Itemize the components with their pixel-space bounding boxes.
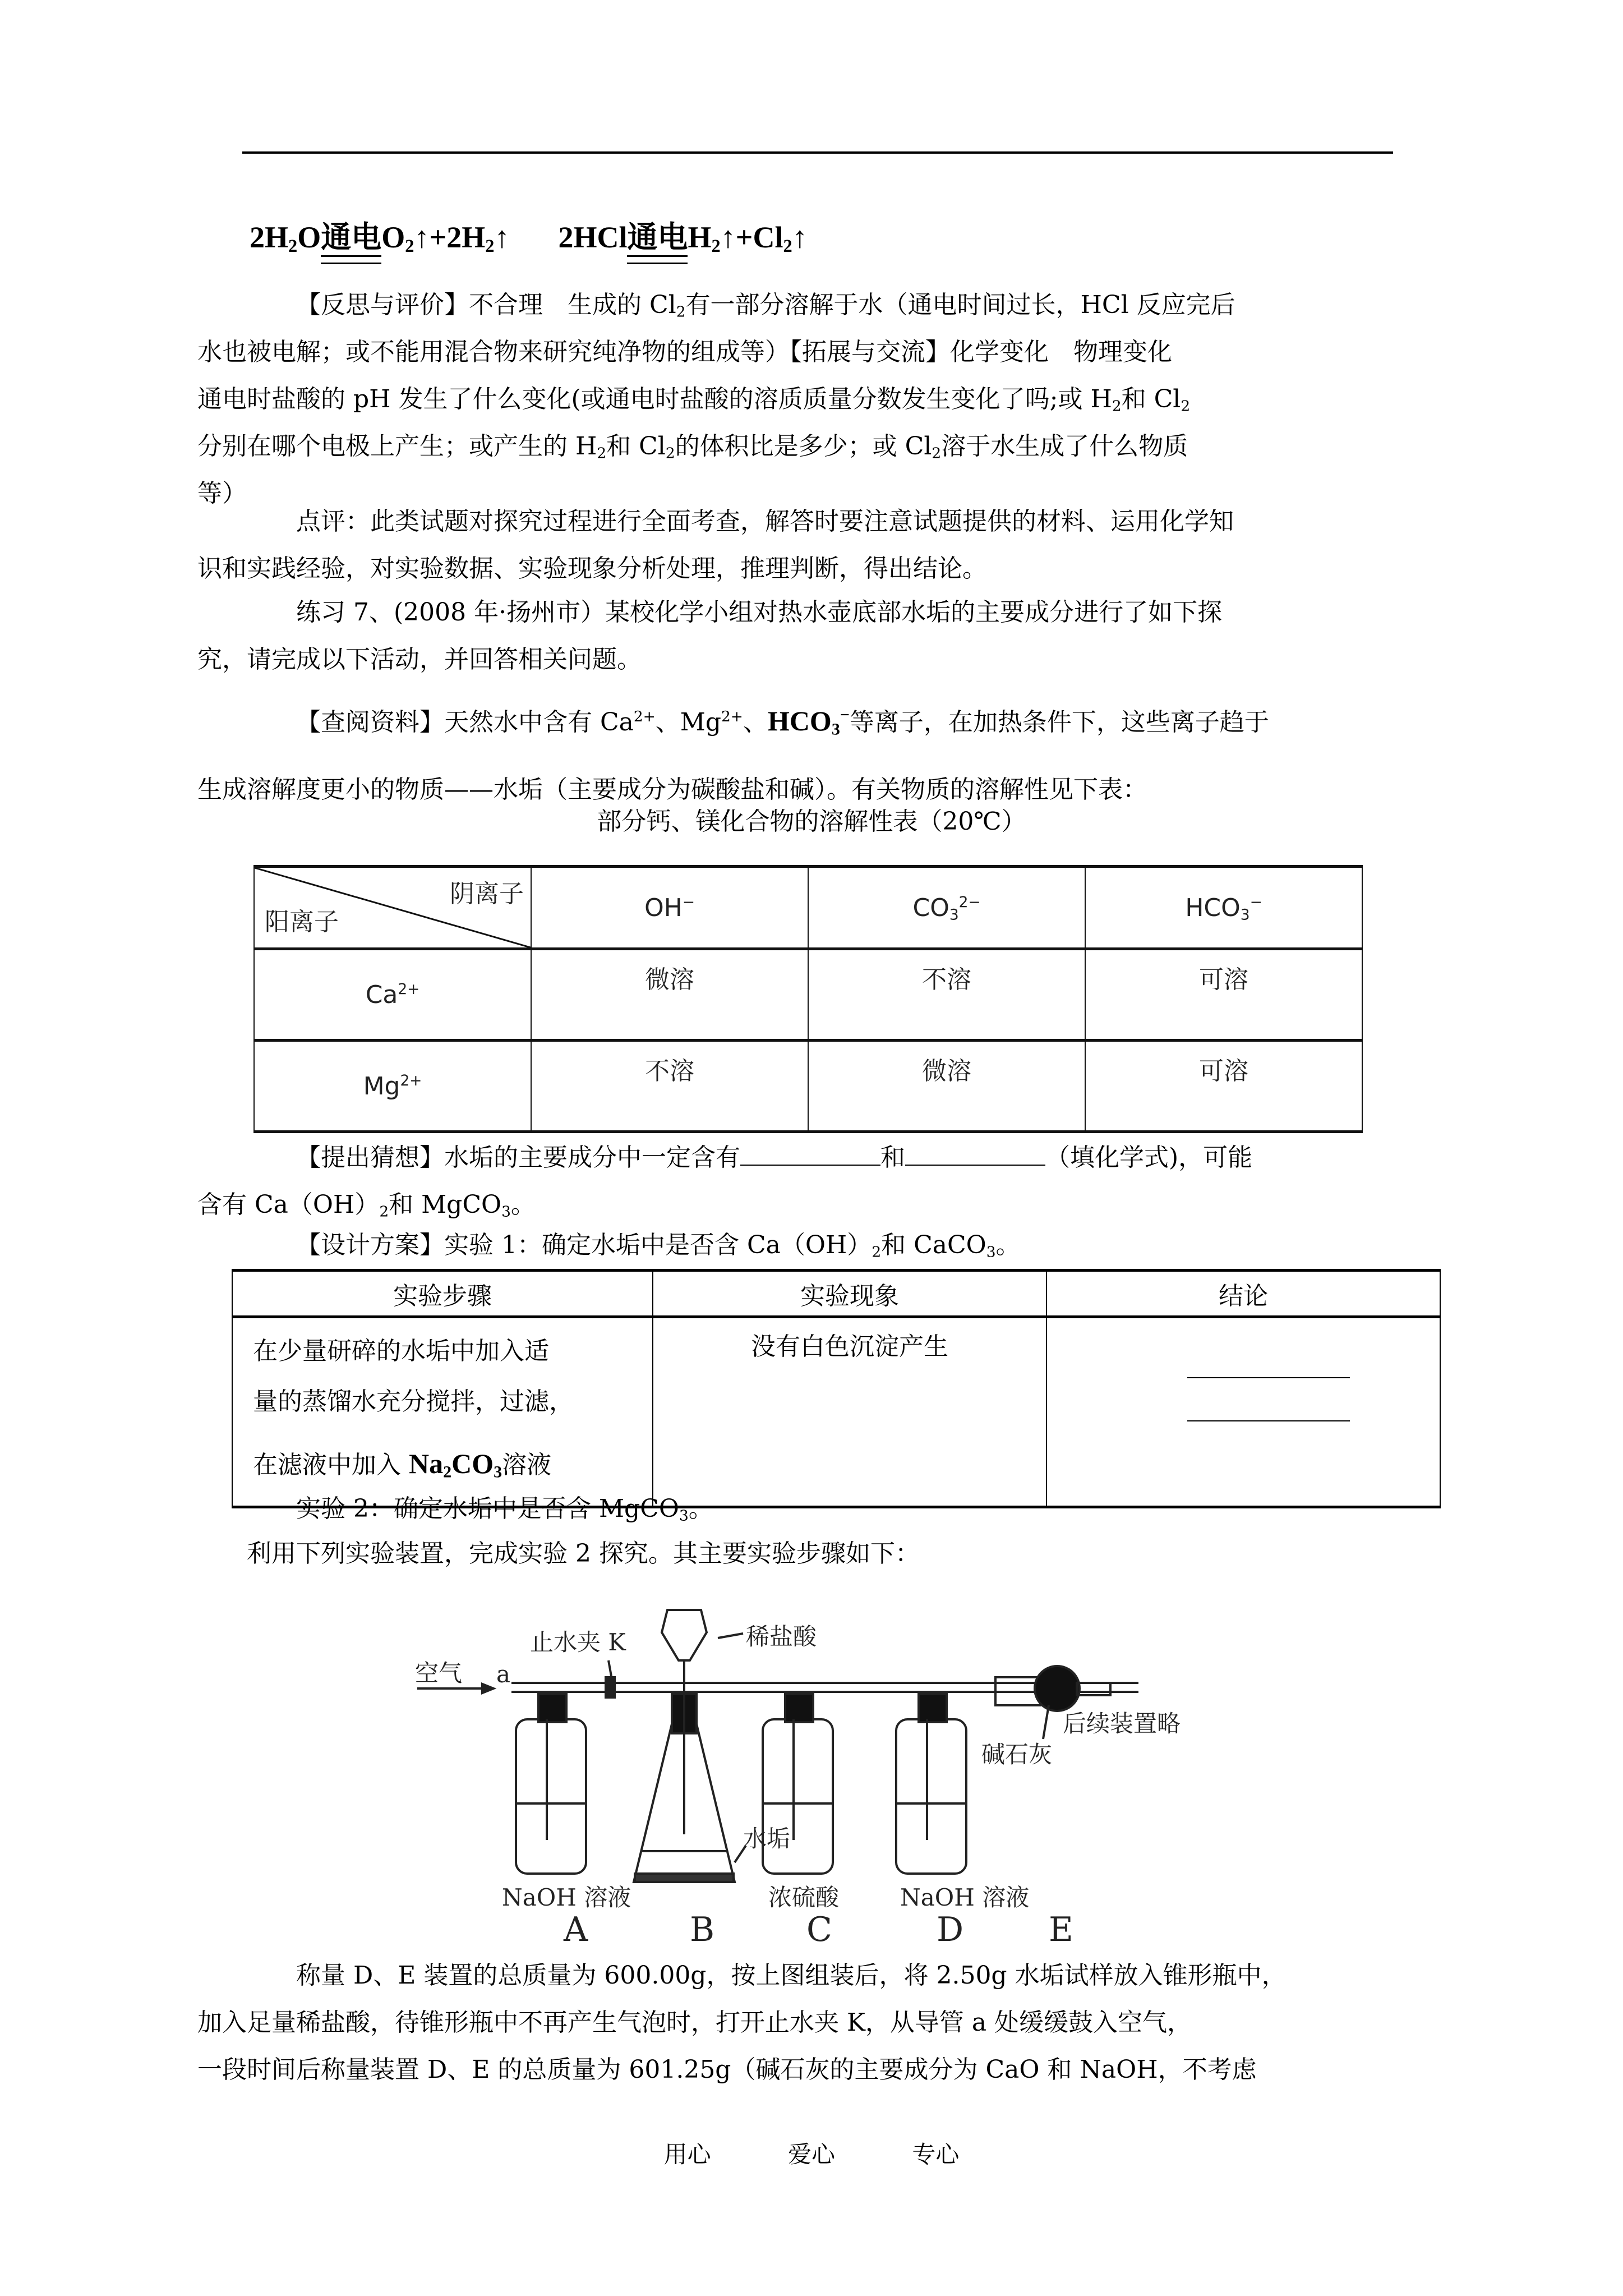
procedure-paragraph: 称量 D、E 装置的总质量为 600.00g，按上图组装后，将 2.50g 水垢试样放入锥形瓶中， 加入足量稀盐酸，待锥形瓶中不再产生气泡时，打开止水夹 K，从导管 a 处缓缓鼓入空气， 一段时间后称量装置 D、E 的总质量为 601.25g（碱石灰的主要成分为 CaO 和 NaOH，不考虑 [197, 1961, 1287, 2084]
acid-label: 稀盐酸 [746, 1623, 817, 1650]
equation-hcl: 2HCl通电$H_2↑+Cl_2↑$ [558, 220, 807, 254]
experiment-table [232, 1269, 1441, 1508]
letter-a: A [564, 1910, 588, 1949]
table-row [232, 1317, 1440, 1507]
bottle-d [896, 1719, 966, 1874]
separatory-funnel [662, 1610, 707, 1660]
answer-blank[interactable] [740, 1142, 880, 1166]
bottle-d-label: NaOH 溶液 [900, 1884, 1030, 1911]
cation-label: 阳离子 [265, 908, 339, 936]
letter-c: C [806, 1910, 832, 1949]
electrolysis-equations [250, 213, 808, 256]
experiment2-paragraph: 实验 2：确定水垢中是否含 MgCO$_3$。 利用下列实验装置，完成实验 2 探究。其主要实验步骤如下： [247, 1494, 920, 1568]
solubility-cell: 不溶 [808, 949, 1085, 1041]
answer-blank[interactable] [1187, 1420, 1350, 1421]
anion-header: $CO_3^{2-}$ [808, 867, 1085, 949]
reaction-condition: 通电 [321, 213, 381, 256]
gas-arrow-icon: ↑ [720, 220, 736, 254]
gas-arrow-icon: ↑ [792, 220, 808, 254]
solubility-table [253, 865, 1363, 1133]
solubility-cell: 不溶 [531, 1041, 808, 1132]
letter-b: B [690, 1910, 715, 1949]
page-footer [0, 2136, 1623, 2170]
bottle-a-label: NaOH 溶液 [502, 1884, 631, 1911]
gas-arrow-icon: ↑ [414, 220, 430, 254]
solubility-cell: 微溶 [531, 949, 808, 1041]
clamp-k [606, 1677, 615, 1697]
header-rule [242, 151, 1393, 154]
gas-arrow-icon: ↑ [494, 220, 510, 254]
observation-cell: 没有白色沉淀产生 [653, 1317, 1046, 1507]
footer-text: 专心 [912, 2141, 960, 2168]
solubility-cell: 微溶 [808, 1041, 1085, 1132]
inlet-a-label: a [496, 1660, 511, 1688]
equation-water: $2H_2O$通电$O_2↑+2H_2↑$ [250, 220, 509, 254]
exercise-paragraph: 练习 7、(2008 年·扬州市）某校化学小组对热水壶底部水垢的主要成分进行了如下探 究，请完成以下活动，并回答相关问题。 [197, 598, 1223, 674]
letter-e: E [1049, 1910, 1073, 1949]
footer-text: 用心 [663, 2141, 711, 2168]
hypothesis-paragraph: 【提出猜想】水垢的主要成分中一定含有 和 （填化学式)，可能 含有 $Ca(OH)_2$和 MgCO$_3$。 [197, 1143, 1253, 1221]
table-row [254, 1041, 1362, 1132]
air-arrow-head-icon [482, 1684, 494, 1693]
followup-label: 后续装置略 [1063, 1710, 1181, 1737]
table-row [254, 949, 1362, 1041]
apparatus-diagram [404, 1599, 1234, 1947]
footer-text: 爱心 [787, 2141, 835, 2168]
header-observation: 实验现象 [653, 1271, 1046, 1317]
soda-lime-label: 碱石灰 [981, 1741, 1053, 1768]
bottle-a [516, 1719, 586, 1874]
letter-d: D [937, 1910, 964, 1949]
design-paragraph: 【设计方案】实验 1：确定水垢中是否含 $Ca(OH)_2$和 CaCO$_3$。 [296, 1231, 1021, 1261]
lookup-paragraph: 【查阅资料】天然水中含有 $Ca^{2+}$、$Mg^{2+}$、$HCO_3^-$等离子，在加热条件下，这些离子趋于 生成溶解度更小的物质——水垢（主要成分为碳酸盐和碱）。有关物质的溶解性见下表： [197, 705, 1269, 804]
anion-header: OH− [531, 867, 808, 949]
air-label: 空气 [415, 1659, 463, 1687]
conclusion-cell [1046, 1317, 1440, 1507]
reaction-condition: 通电 [627, 213, 688, 256]
diagonal-header-cell [254, 867, 531, 949]
table-header-row [254, 867, 1362, 949]
cation-cell: $Mg^{2+}$ [254, 1041, 531, 1132]
anion-header: $HCO_3^-$ [1085, 867, 1362, 949]
answer-blank[interactable] [1187, 1377, 1350, 1378]
reflection-paragraph: 【反思与评价】不合理 生成的 $Cl_2$有一部分溶解于水（通电时间过长，HCl 反应完后 水也被电解；或不能用混合物来研究纯净物的组成等）【拓展与交流】化学变化 物理变化 通电时盐酸的 pH 发生了什么变化(或通电时盐酸的溶质质量分数发生变化了吗;或 $H_2$和 $Cl_2$ 分别在哪个电极上产生；或产生的 $H_2$和 $Cl_2$的体积比是多少；或 $Cl_2$溶于水生成了什么物质 等） [197, 291, 1235, 508]
table-caption: 部分钙、镁化合物的溶解性表（20℃） [597, 807, 1026, 836]
solubility-cell: 可溶 [1085, 949, 1362, 1041]
cation-cell: $Ca^{2+}$ [254, 949, 531, 1041]
scale-label: 水垢 [743, 1825, 791, 1852]
step-cell: 在少量研碎的水垢中加入适 量的蒸馏水充分搅拌，过滤， 在滤液中加入 $Na_2CO_3$溶液 [232, 1317, 653, 1507]
table-header-row [232, 1271, 1440, 1317]
solubility-cell: 可溶 [1085, 1041, 1362, 1132]
bottle-c-label: 浓硫酸 [768, 1884, 840, 1911]
comment-paragraph: 点评：此类试题对探究过程进行全面考查，解答时要注意试题提供的材料、运用化学知 识和实践经验，对实验数据、实验现象分析处理，推理判断，得出结论。 [197, 507, 1234, 583]
answer-blank[interactable] [905, 1142, 1045, 1166]
header-steps: 实验步骤 [232, 1271, 653, 1317]
clamp-label: 止水夹 K [530, 1628, 626, 1656]
anion-label: 阴离子 [450, 880, 524, 908]
header-conclusion: 结论 [1046, 1271, 1440, 1317]
